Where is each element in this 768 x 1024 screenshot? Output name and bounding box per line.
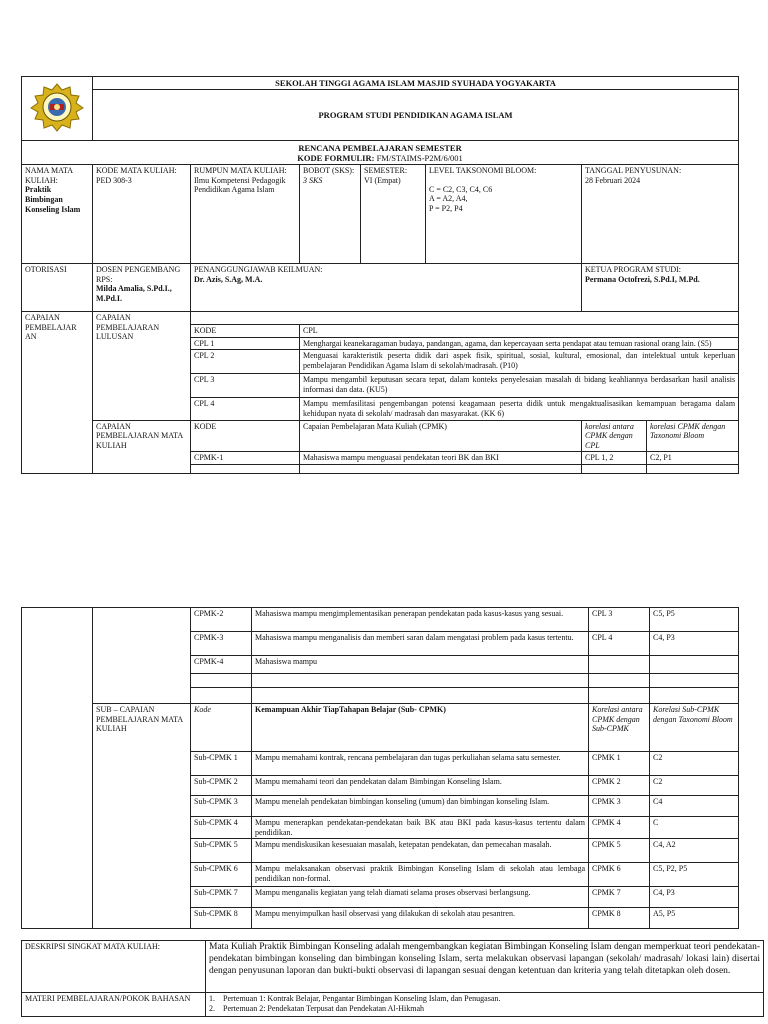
institution-logo-icon xyxy=(28,82,86,132)
empty-cell xyxy=(647,464,739,473)
cpmk-rel-header: korelasi antara CPMK dengan CPL xyxy=(582,420,647,452)
sub-cpmk-bloom: C5, P2, P5 xyxy=(650,863,739,887)
materials-item: 1. Pertemuan 1: Kontrak Belajar, Pengantar Bimbingan Konseling Islam, dan Penugasan. xyxy=(209,994,501,1003)
credits-cell xyxy=(300,165,361,264)
bloom-p: P = P2, P4 xyxy=(429,203,463,213)
course-code: PED 308-3 xyxy=(96,175,132,185)
sub-cpmk-kode-header: Kode xyxy=(191,704,252,752)
cpmk-bloom: C5, P5 xyxy=(650,608,739,632)
cpmk-code: CPMK-3 xyxy=(191,632,252,656)
cpmk-text: Mahasiswa mampu mengimplementasikan penerapan pendekatan pada kasus-kasus yang sesuai. xyxy=(252,608,589,632)
cpmk-text: Mahasiswa mampu menganalisis dan memberi saran dalam mengatasi problem pada kasus tertentu. xyxy=(252,632,589,656)
semester-label: SEMESTER: xyxy=(364,166,408,176)
cpl-text: Menguasai karakteristik peserta didik dari aspek fisik, spiritual, sosial, kultural, emosional, dan intelektual untuk keperluan pembelajaran Pendidikan Agama Islam di sekolah/madrasah. (P10) xyxy=(300,350,739,374)
sub-cpmk-rel: CPMK 6 xyxy=(589,863,650,887)
sub-cpmk-rel: CPMK 7 xyxy=(589,887,650,908)
sub-cpmk-rel: CPMK 4 xyxy=(589,817,650,839)
course-code-label: KODE MATA KULIAH: xyxy=(96,166,177,176)
form-code: FM/STAIMS-P2M/6/001 xyxy=(376,152,463,163)
cpmk-bloom-header: korelasi CPMK dengan Taxonomi Bloom xyxy=(647,420,739,452)
developer-name: Milda Amalia, S.Pd.I., M.Pd.I. xyxy=(96,284,172,303)
empty-cell xyxy=(650,688,739,704)
empty-cell xyxy=(252,674,589,688)
cpmk-kode-header: KODE xyxy=(191,420,300,452)
bloom-label: LEVEL TAKSONOMI BLOOM: xyxy=(429,166,537,176)
empty-cell xyxy=(589,674,650,688)
sub-cpmk-code: Sub-CPMK 5 xyxy=(191,839,252,863)
developer-label: DOSEN PENGEMBANG RPS: xyxy=(96,265,181,284)
cpmk-code: CPMK-4 xyxy=(191,656,252,674)
rps-continuation-table xyxy=(21,607,739,929)
cpl-code: CPL 1 xyxy=(191,337,300,350)
cpl-header: CPL xyxy=(300,325,739,338)
rps-header-table xyxy=(21,76,739,474)
cpl-text: Mampu memfasilitasi pengembangan potensi keagamaan peserta didik untuk mengaktualisasikan kemampuan beragama dalam kehidupan nyata di sekolah/ madrasah dan masyarakat. (KK 6) xyxy=(300,398,739,420)
semester-value: VI (Empat) xyxy=(364,175,401,185)
course-name-label: NAMA MATA KULIAH: xyxy=(25,166,73,185)
cpmk-bloom: C4, P3 xyxy=(650,632,739,656)
sub-cpmk-bloom: C2 xyxy=(650,776,739,796)
semester-cell xyxy=(361,165,426,264)
cpmk-text: Mahasiswa mampu xyxy=(252,656,589,674)
sub-cpmk-text: Mampu menganalis kegiatan yang telah diamati selama proses observasi berlangsung. xyxy=(252,887,589,908)
sub-cpmk-text: Mampu memahami kontrak, rencana pembelajaran dan tugas perkuliahan selama satu semester. xyxy=(252,752,589,776)
cpmk-rel xyxy=(589,656,650,674)
course-code-cell xyxy=(93,165,191,264)
empty-cell xyxy=(252,688,589,704)
sub-cpmk-text: Mampu menelah pendekatan bimbingan konseling (umum) dan bimbingan konseling Islam. xyxy=(252,796,589,817)
form-code-line xyxy=(25,153,735,163)
cpmk-header: Capaian Pembelajaran Mata Kuliah (CPMK) xyxy=(300,420,582,452)
empty-cell xyxy=(300,464,582,473)
materials-item: 2. Pertemuan 2: Pendekatan Terpusat dan Pendekatan Al-Hikmah xyxy=(209,1003,425,1013)
head-name: Permana Octofrezi, S.Pd.I, M.Pd. xyxy=(585,274,700,284)
sub-cpmk-code: Sub-CPMK 6 xyxy=(191,863,252,887)
materials-item-text: Pertemuan 1: Kontrak Belajar, Pengantar Bimbingan Konseling Islam, dan Penugasan. xyxy=(223,994,501,1003)
course-cluster-label: RUMPUN MATA KULIAH: xyxy=(194,166,287,176)
sub-cpmk-bloom: C xyxy=(650,817,739,839)
sub-cpmk-ability-header: Kemampuan Akhir TiapTahapan Belajar (Sub- CPMK) xyxy=(252,704,589,752)
cpmk-bloom: C2, P1 xyxy=(647,452,739,465)
sub-cpmk-rel-header: Korelasi antara CPMK dengan Sub-CPMK xyxy=(589,704,650,752)
doc-title: RENCANA PEMBELAJARAN SEMESTER xyxy=(298,142,462,153)
sub-cpmk-rel: CPMK 3 xyxy=(589,796,650,817)
sub-cpmk-bloom: C2 xyxy=(650,752,739,776)
cpmk-bloom xyxy=(650,656,739,674)
cpl-code: CPL 3 xyxy=(191,374,300,398)
cpmk-rel: CPL 1, 2 xyxy=(582,452,647,465)
sub-cpmk-rel: CPMK 8 xyxy=(589,908,650,929)
sub-cpmk-text: Mampu menerapkan pendekatan-pendekatan baik BK atau BKI pada kasus-kasus tertentu dalam pendidikan. xyxy=(252,817,589,839)
date-cell xyxy=(582,165,739,264)
form-code-label: KODE FORMULIR: xyxy=(297,152,375,163)
empty-cell xyxy=(191,674,252,688)
cpmk-rel: CPL 4 xyxy=(589,632,650,656)
head-label: KETUA PROGRAM STUDI: xyxy=(585,265,682,275)
sub-cpmk-text: Mampu menyimpulkan hasil observasi yang dilakukan di sekolah atau pesantren. xyxy=(252,908,589,929)
sub-cpmk-bloom: C4, P3 xyxy=(650,887,739,908)
course-name: Praktik Bimbingan Konseling Islam xyxy=(25,185,81,214)
sub-cpmk-rel: CPMK 5 xyxy=(589,839,650,863)
materials-cell xyxy=(206,993,764,1017)
cpl-label: CAPAIAN PEMBELAJARAN LULUSAN xyxy=(93,312,191,420)
bloom-cell xyxy=(426,165,582,264)
sub-cpmk-text: Mampu melaksanakan observasi praktik Bimbingan Konseling Islam di sekolah atau lembaga pendidikan non-formal. xyxy=(252,863,589,887)
cpmk-code: CPMK-1 xyxy=(191,452,300,465)
sub-cpmk-rel: CPMK 1 xyxy=(589,752,650,776)
cpmk-rel: CPL 3 xyxy=(589,608,650,632)
description-label: DESKRIPSI SINGKAT MATA KULIAH: xyxy=(22,941,206,993)
sub-cpmk-label: SUB – CAPAIAN PEMBELAJARAN MATA KULIAH xyxy=(93,704,191,929)
responsible-label: PENANGGUNGJAWAB KEILMUAN: xyxy=(194,265,323,275)
description-table xyxy=(21,940,764,1017)
sub-cpmk-code: Sub-CPMK 1 xyxy=(191,752,252,776)
responsible-cell xyxy=(191,264,582,312)
cpl-spacer xyxy=(191,312,739,325)
cpmk-code: CPMK-2 xyxy=(191,608,252,632)
empty-cell xyxy=(589,688,650,704)
credits-label: BOBOT (SKS): xyxy=(303,166,355,176)
cpl-code: CPL 4 xyxy=(191,398,300,420)
course-cluster: Ilmu Kompetensi Pedagogik Pendidikan Agama Islam xyxy=(194,175,286,195)
course-name-cell xyxy=(22,165,93,264)
institution-name: SEKOLAH TINGGI AGAMA ISLAM MASJID SYUHADA YOGYAKARTA xyxy=(93,77,739,90)
cpl-code: CPL 2 xyxy=(191,350,300,374)
sub-cpmk-code: Sub-CPMK 3 xyxy=(191,796,252,817)
developer-cell xyxy=(93,264,191,312)
materials-item-text: Pertemuan 2: Pendekatan Terpusat dan Pendekatan Al-Hikmah xyxy=(223,1003,425,1013)
empty-cell xyxy=(582,464,647,473)
logo-cell xyxy=(22,77,93,141)
sub-cpmk-code: Sub-CPMK 8 xyxy=(191,908,252,929)
bloom-a: A = A2, A4, xyxy=(429,194,468,204)
sub-cpmk-code: Sub-CPMK 2 xyxy=(191,776,252,796)
course-cluster-cell xyxy=(191,165,300,264)
sub-cpmk-code: Sub-CPMK 4 xyxy=(191,817,252,839)
program-name: PROGRAM STUDI PENDIDIKAN AGAMA ISLAM xyxy=(93,90,739,141)
sub-cpmk-rel: CPMK 2 xyxy=(589,776,650,796)
date-value: 28 Februari 2024 xyxy=(585,175,641,185)
date-label: TANGGAL PENYUSUNAN: xyxy=(585,166,682,176)
cpmk-text: Mahasiswa mampu menguasai pendekatan teori BK dan BKI xyxy=(300,452,582,465)
sub-cpmk-text: Mampu mendiskusikan kesesuaian masalah, ketepatan pendekatan, dan pemecahan masalah. xyxy=(252,839,589,863)
doc-title-cell xyxy=(22,141,739,165)
empty-cell xyxy=(191,464,300,473)
empty-cell xyxy=(191,688,252,704)
responsible-name: Dr. Azis, S.Ag, M.A. xyxy=(194,274,263,284)
cpl-kode-header: KODE xyxy=(191,325,300,338)
cpl-text: Mampu mengambil keputusan secara tepat, dalam konteks penyelesaian masalah di bidang keahliannya berdasarkan hasil analisis informasi dan data. (KU5) xyxy=(300,374,739,398)
sub-cpmk-text: Mampu memahami teori dan pendekatan dalam Bimbingan Konseling Islam. xyxy=(252,776,589,796)
sub-cpmk-bloom: C4, A2 xyxy=(650,839,739,863)
bloom-c: C = C2, C3, C4, C6 xyxy=(429,184,493,194)
materials-label: MATERI PEMBELAJARAN/POKOK BAHASAN xyxy=(22,993,206,1017)
sub-cpmk-bloom: A5, P5 xyxy=(650,908,739,929)
head-cell xyxy=(582,264,739,312)
cpmk-label: CAPAIAN PEMBELAJARAN MATA KULIAH xyxy=(93,420,191,473)
authorization-label: OTORISASI xyxy=(22,264,93,312)
empty-cell xyxy=(650,674,739,688)
sub-cpmk-bloom: C4 xyxy=(650,796,739,817)
credits-value: 3 SKS xyxy=(303,175,323,185)
left-blank-cell xyxy=(22,608,93,929)
sub-cpmk-code: Sub-CPMK 7 xyxy=(191,887,252,908)
outcomes-label: CAPAIAN PEMBELAJAR AN xyxy=(22,312,93,474)
cpl-text: Menghargai keanekaragaman budaya, pandangan, agama, dan kepercayaan serta pendapat atau temuan rasional orang lain. (S5) xyxy=(300,337,739,350)
sub-cpmk-bloom-header: Korelasi Sub-CPMK dengan Taxonomi Bloom xyxy=(650,704,739,752)
description-text: Mata Kuliah Praktik Bimbingan Konseling adalah mengembangkan kegiatan Bimbingan Konseling Islam dengan memperkuat teori pendekatan-pendekatan bimbingan konseling dan bimbingan konseling Islam, serta melakukan observasi lapangan (sekolah/ madrasah/ lokasi lain) disertai dengan penyusunan laporan dan bukti-bukti observasi di lapangan sesuai dengan ketentuan dan kriteria yang telah ditetapkan oleh dosen. xyxy=(206,941,764,993)
blank-label-cell xyxy=(93,608,191,704)
